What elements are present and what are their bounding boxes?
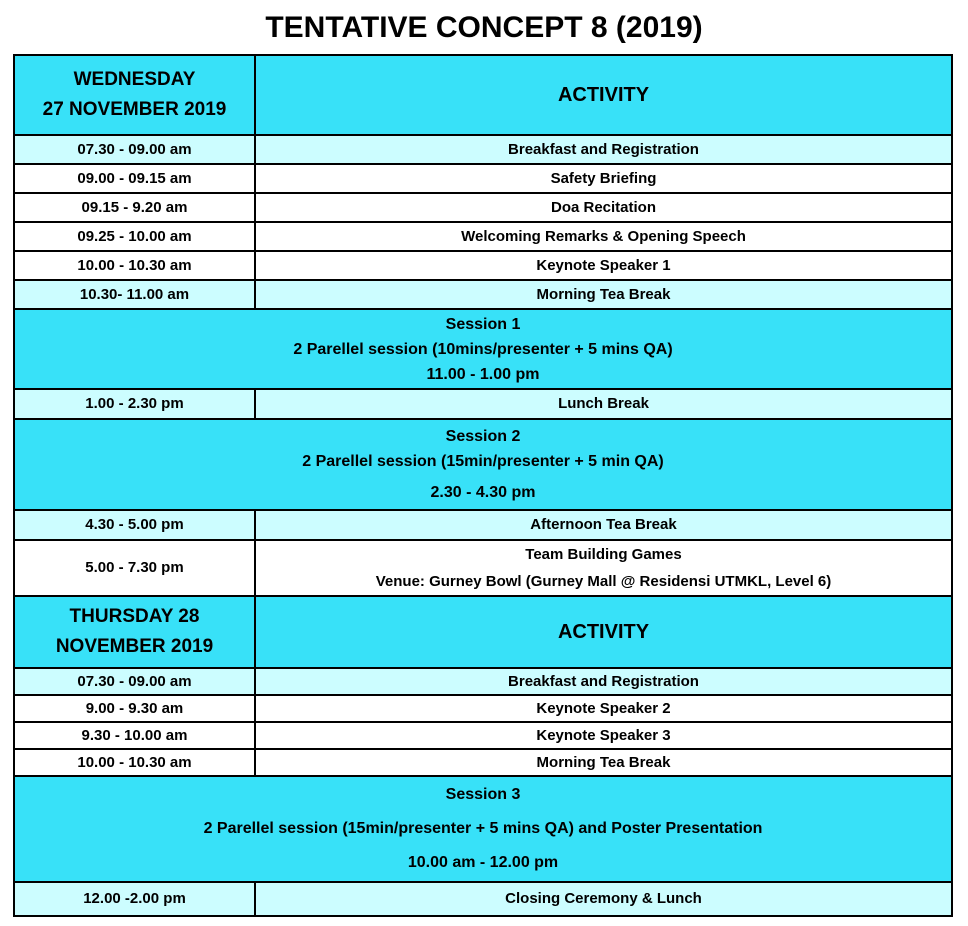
time-cell: 10.00 - 10.30 am [14,251,255,280]
activity-cell: Morning Tea Break [255,749,952,776]
session2-row [14,419,952,510]
table-row [14,280,952,309]
activity-cell: Closing Ceremony & Lunch [255,882,952,916]
session2-desc: 2 Parellel session (15min/presenter + 5 min QA) [302,453,664,470]
session1-time: 11.00 - 1.00 pm [426,365,540,383]
time-cell: 09.15 - 9.20 am [14,193,255,222]
day1-weekday: WEDNESDAY [73,69,196,90]
session1-desc: 2 Parellel session (10mins/presenter + 5 mins QA) [293,340,673,358]
day2-date-cell [14,596,255,668]
session3-cell [14,776,952,882]
activity-cell: Breakfast and Registration [255,668,952,695]
table-row [14,695,952,722]
time-cell: 09.00 - 09.15 am [14,164,255,193]
schedule-table [13,54,953,917]
time-cell: 1.00 - 2.30 pm [14,389,255,419]
time-cell: 09.25 - 10.00 am [14,222,255,251]
activity-cell: Keynote Speaker 3 [255,722,952,749]
session3-name: Session 3 [445,786,521,803]
activity-cell: Breakfast and Registration [255,135,952,164]
session2-cell [14,419,952,510]
team-building-venue: Venue: Gurney Bowl (Gurney Mall @ Residensi UTMKL, Level 6) [375,573,832,590]
table-row [14,722,952,749]
time-cell: 9.30 - 10.00 am [14,722,255,749]
time-cell: 9.00 - 9.30 am [14,695,255,722]
session1-name: Session 1 [445,315,521,333]
day2-activity-header: ACTIVITY [255,596,952,668]
session3-row [14,776,952,882]
activity-cell: Morning Tea Break [255,280,952,309]
activity-cell: Keynote Speaker 1 [255,251,952,280]
activity-cell: Lunch Break [255,389,952,419]
day1-activity-header: ACTIVITY [255,55,952,135]
session2-name: Session 2 [445,428,521,445]
table-row [14,251,952,280]
time-cell: 12.00 -2.00 pm [14,882,255,916]
table-row [14,389,952,419]
table-row [14,135,952,164]
activity-cell: Afternoon Tea Break [255,510,952,540]
day1-date-cell [14,55,255,135]
page-title: TENTATIVE CONCEPT 8 (2019) [265,11,703,44]
time-cell: 07.30 - 09.00 am [14,668,255,695]
table-row [14,749,952,776]
table-row [14,540,952,596]
day2-weekday: THURSDAY 28 [69,606,200,627]
table-row [14,510,952,540]
session3-desc: 2 Parellel session (15min/presenter + 5 mins QA) and Poster Presentation [203,820,763,837]
session2-time: 2.30 - 4.30 pm [430,484,536,501]
activity-cell [255,540,952,596]
day1-date: 27 NOVEMBER 2019 [42,99,227,120]
activity-cell: Welcoming Remarks & Opening Speech [255,222,952,251]
session3-time: 10.00 am - 12.00 pm [407,854,559,871]
table-row [14,193,952,222]
day2-header-row [14,596,952,668]
time-cell: 10.30- 11.00 am [14,280,255,309]
session1-cell [14,309,952,389]
table-row [14,164,952,193]
table-row [14,668,952,695]
day2-date: NOVEMBER 2019 [55,636,214,657]
table-row [14,222,952,251]
time-cell: 5.00 - 7.30 pm [14,540,255,596]
time-cell: 4.30 - 5.00 pm [14,510,255,540]
activity-cell: Doa Recitation [255,193,952,222]
team-building-title: Team Building Games [525,546,682,563]
activity-cell: Safety Briefing [255,164,952,193]
activity-cell: Keynote Speaker 2 [255,695,952,722]
time-cell: 07.30 - 09.00 am [14,135,255,164]
day1-header-row [14,55,952,135]
table-row [14,882,952,916]
session1-row [14,309,952,389]
time-cell: 10.00 - 10.30 am [14,749,255,776]
